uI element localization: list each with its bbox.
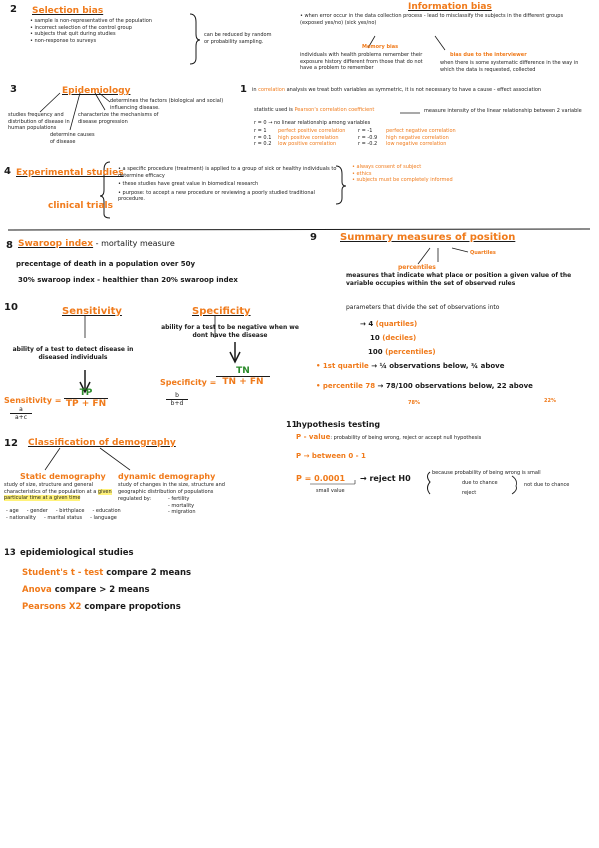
interviewer-bias-title: bias due to the interviewer: [450, 52, 527, 58]
test-row: [22, 568, 191, 579]
pearson-word: Pearson's correlation coefficient: [294, 107, 375, 113]
r-row: [254, 141, 584, 148]
dynamic-demography-title: dynamic demography: [118, 472, 216, 481]
list-item: • subjects must be completely informed: [352, 177, 472, 184]
first-quartile-text: → ¼ observations below, ¾ above: [371, 362, 505, 370]
item-text: language: [93, 514, 117, 521]
item-text: marital status: [47, 514, 83, 521]
group1-text: (exposed yes/no): [300, 19, 344, 26]
dynamic-items: [168, 496, 196, 516]
item-text: nationality: [9, 514, 36, 521]
list-item: • sample is non-representative of the population: [30, 18, 200, 25]
static-demography-desc: [4, 482, 116, 502]
hypothesis-title: hypothesis testing: [296, 420, 381, 429]
static-desc-highlight: given particular time at a given time: [4, 488, 112, 501]
test-text: compare 2 means: [106, 568, 192, 578]
quartile-row: [360, 320, 417, 329]
correlation-word: correlation: [258, 87, 285, 93]
list-item: - language: [90, 514, 117, 521]
pvalue-desc: : probability of being wrong, reject or accept null hypothesis: [330, 435, 482, 441]
quartiles-label: Quartiles: [470, 250, 496, 256]
sensitivity-numerator: TP: [79, 388, 93, 398]
list-item: • subjects that quit during studies: [30, 31, 200, 38]
percent-22: 22%: [544, 398, 556, 404]
list-item: - mortality: [168, 502, 195, 509]
percentiles-label: percentiles: [398, 264, 436, 271]
section-13-number: 13: [4, 548, 16, 558]
due-to-chance: due to chance: [462, 480, 498, 486]
selection-bias-note: can be reduced by random or probability sampling.: [204, 32, 272, 45]
list-item: - nationality: [6, 514, 36, 521]
pvalue-equals: P = 0.0001: [296, 474, 346, 483]
test-row: [22, 602, 181, 613]
information-bias-title: Information bias: [408, 2, 492, 12]
list-item: • incorrect selection of the control group: [30, 25, 200, 32]
item-text: age: [9, 508, 19, 514]
section-11-number: 11: [286, 420, 298, 429]
sensitivity-fraction: [64, 388, 108, 409]
specificity-fraction: [216, 366, 270, 387]
percentile-78-row: [316, 382, 533, 391]
item-text: migration: [171, 509, 196, 515]
section-12-number: 12: [4, 438, 18, 449]
item-text: gender: [30, 508, 48, 514]
bullet-icon: •: [316, 362, 323, 370]
reject-h0: → reject H0: [360, 474, 411, 483]
r-zero: r = 0 → no linear relationship among variables: [254, 120, 371, 126]
sensitivity-desc: ability of a test to detect disease in diseased individuals: [12, 346, 134, 361]
dynamic-demography-desc: study of changes in the size, structure and geographic distribution of populations: [118, 482, 225, 495]
list-item: - marital status: [43, 514, 83, 521]
experimental-studies-title: Experimental studies: [16, 168, 124, 178]
information-bias-desc: [300, 13, 586, 26]
regulated-by: regulated by:: [118, 496, 152, 502]
static-desc-text: study of size, structure and general characteristics of the population at a: [4, 482, 98, 495]
epidemiology-right2: characterize the mechanisms of disease progression: [78, 112, 159, 125]
decile-row: [370, 334, 416, 343]
small-denominator: b+d: [170, 400, 184, 407]
specificity-small-fraction: [166, 392, 188, 407]
arrow-icon: →: [360, 320, 369, 328]
test-text: compare > 2 means: [54, 585, 150, 595]
list-item: • ethics: [352, 171, 472, 178]
test-name: Student's t - test: [22, 568, 104, 578]
percentile-row: [368, 348, 436, 357]
swaroop-line2: 30% swaroop index - healthier than 20% swaroop index: [18, 276, 238, 284]
r-text: perfect positive correlation: [278, 128, 346, 134]
group2-text: (sick yes/no): [344, 19, 377, 26]
r-table: [254, 128, 584, 148]
epidemiological-studies-title: epidemiological studies: [20, 548, 134, 558]
list-item: - gender: [26, 508, 48, 514]
bullet-icon: •: [316, 382, 323, 390]
experimental-list: [112, 166, 340, 203]
list-item: - fertility: [168, 496, 190, 502]
list-item: - education: [92, 508, 121, 514]
r-value: r = -1: [358, 128, 373, 134]
specificity-formula-label: Specificity =: [160, 378, 217, 387]
small-denominator: a+c: [14, 414, 27, 421]
section-10-number: 10: [4, 302, 18, 313]
r-text: low positive correlation: [278, 141, 337, 147]
specificity-numerator: TN: [236, 366, 250, 376]
first-quartile-row: [316, 362, 504, 371]
stat-text: statistic used is: [254, 107, 295, 113]
item-text: education: [95, 508, 121, 514]
pvalue-between: P → between 0 - 1: [296, 452, 366, 460]
swaroop-title-rest: - mortality measure: [93, 239, 175, 248]
r-value: r = 1: [254, 128, 267, 134]
small-numerator: a: [19, 406, 23, 413]
list-item: - birthplace: [55, 508, 85, 514]
r-value: r = 0.1: [254, 134, 272, 141]
summary-measures-title: Summary measures of position: [340, 232, 516, 243]
section-2-number: 2: [10, 4, 17, 15]
pvalue-row: [296, 434, 586, 442]
section-9-number: 9: [310, 232, 317, 243]
r-value: r = -0.2: [358, 141, 378, 147]
test-text: compare propotions: [84, 602, 181, 612]
because-text: because probability of being wrong is small: [432, 470, 541, 476]
interviewer-bias-desc: when there is some systematic difference in the way in which the data is requested, collected: [440, 60, 579, 73]
q100-label: (percentiles): [385, 348, 436, 356]
pvalue-label: P - value: [296, 433, 331, 441]
r-text: high negative correlation: [386, 134, 449, 141]
selection-bias-title: Selection bias: [32, 6, 104, 16]
list-item: • non-response to surveys: [30, 38, 200, 45]
sensitivity-formula-label: Sensitivity =: [4, 396, 62, 405]
specificity-denominator: TN + FN: [222, 377, 264, 387]
percentile-78-label: percentile 78: [322, 382, 376, 390]
list-item: • purpose: to accept a new procedure or reviewing a poorly studied traditional procedure.: [118, 190, 340, 203]
section-1-number: 1: [240, 84, 247, 95]
static-items: [6, 508, 122, 521]
item-text: fertility: [171, 496, 190, 502]
q10-label: (deciles): [382, 334, 417, 342]
epidemiology-left: studies frequency and distribution of disease in human populations: [8, 112, 70, 131]
list-item: - age: [6, 508, 19, 514]
r-value: r = -0.9: [358, 134, 378, 141]
epidemiology-right1: determines the factors (biological and social) influencing disease.: [110, 98, 224, 111]
demography-title: Classification of demography: [28, 438, 176, 448]
percent-78: 78%: [408, 400, 420, 406]
intro-text: in: [252, 87, 259, 93]
item-text: mortality: [171, 502, 195, 509]
clinical-trials-label: clinical trials: [48, 201, 113, 211]
test-name: Pearsons X2: [22, 602, 82, 612]
epidemiology-bottom: determine causes of disease: [50, 132, 95, 145]
swaroop-title: Swaroop index: [18, 239, 94, 249]
desc-text: when error occur in the data collection process - lead to misclassify the subjects in the different groups: [304, 13, 564, 19]
not-due-to-chance: not due to chance: [524, 482, 570, 488]
q4-value: 4: [368, 320, 374, 328]
specificity-title: Specificity: [192, 306, 251, 317]
correlation-measure: measure intensity of the linear relationship between 2 variable: [424, 108, 582, 114]
r-value: r = 0.2: [254, 141, 272, 147]
small-numerator: b: [175, 392, 179, 399]
first-quartile-label: 1st quartile: [322, 362, 369, 370]
list-item: • these studies have great value in biomedical research: [118, 181, 340, 188]
r-text: perfect negative correlation: [386, 128, 456, 134]
section-3-number: 3: [10, 84, 17, 95]
swaroop-title-line: [18, 239, 175, 249]
q100-value: 100: [368, 348, 383, 356]
r-text: high positive correlation: [278, 134, 339, 141]
bullet-icon: •: [300, 13, 305, 19]
memory-bias-desc: individuals with health problems remember their exposure history different from those that do not have a problem to remember: [300, 52, 423, 71]
small-value-label: small value: [316, 488, 345, 494]
measures-desc: measures that indicate what place or position a given value of the variable occupies within the set of observed rules: [346, 272, 572, 287]
r-text: low negative correlation: [386, 141, 447, 147]
percentile-78-text: → 78/100 observations below, 22 above: [377, 382, 533, 390]
reject-label: reject: [462, 490, 477, 496]
sensitivity-small-fraction: [10, 406, 32, 421]
selection-bias-list: [24, 18, 200, 44]
sensitivity-title: Sensitivity: [62, 306, 122, 317]
params-desc: parameters that divide the set of observations into: [346, 304, 500, 311]
swaroop-line1: precentage of death in a population over 50y: [16, 260, 196, 268]
q4-label: (quartiles): [375, 320, 418, 328]
intro-text-b: analysis we treat both variables as symmetric, it is not necessary to have a cause - effect association: [285, 87, 542, 93]
list-item: • a specific procedure (treatment) is applied to a group of sick or healthy individuals to determine efficacy: [118, 166, 340, 179]
experimental-requirements: [346, 164, 472, 184]
static-demography-title: Static demography: [20, 472, 106, 481]
sensitivity-denominator: TP + FN: [65, 399, 107, 409]
test-name: Anova: [22, 585, 52, 595]
correlation-statistic: [254, 107, 404, 114]
list-item: - migration: [168, 509, 196, 515]
correlation-intro: [252, 87, 588, 94]
q10-value: 10: [370, 334, 380, 342]
epidemiology-title: Epidemiology: [62, 86, 131, 96]
section-4-number: 4: [4, 166, 11, 177]
list-item: • always consent of subject: [352, 164, 472, 171]
memory-bias-title: Memory bias: [362, 44, 399, 50]
section-8-number: 8: [6, 240, 13, 251]
test-row: [22, 585, 150, 596]
specificity-desc: ability for a test to be negative when we dont have the disease: [161, 324, 299, 339]
item-text: birthplace: [59, 508, 85, 514]
